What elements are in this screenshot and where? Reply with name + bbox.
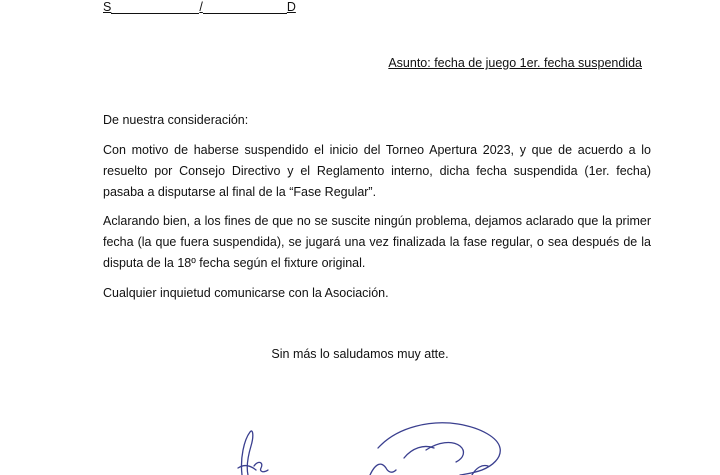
paragraph-3: Cualquier inquietud comunicarse con la Asociación. [103,286,389,300]
closing-line: Sin más lo saludamos muy atte. [271,347,449,361]
recipient-blank-2 [203,1,287,14]
subject-line: Asunto: fecha de juego 1er. fecha suspendida [388,56,642,70]
recipient-d-label: D [286,0,296,14]
signature-icon [220,418,520,475]
recipient-line [103,0,296,14]
paragraph-2: Aclarando bien, a los fines de que no se suscite ningún problema, dejamos aclarado que la primer fecha (la que fuera suspendida), se jugará una vez finalizada la fase regular, o sea después de la disputa de la 18º fecha según el fixture original. [103,214,651,270]
recipient-slash: / [199,0,203,14]
paragraph-1: Con motivo de haberse suspendido el inicio del Torneo Apertura 2023, y que de acuerdo a lo resuelto por Consejo Directivo y el Reglamento interno, dicha fecha suspendida (1er. fecha) pasaba a disputarse al final de la “Fase Regular”. [103,143,651,199]
salutation: De nuestra consideración: [103,113,249,127]
recipient-blank-1 [111,1,199,14]
recipient-s-label: S [103,0,112,14]
